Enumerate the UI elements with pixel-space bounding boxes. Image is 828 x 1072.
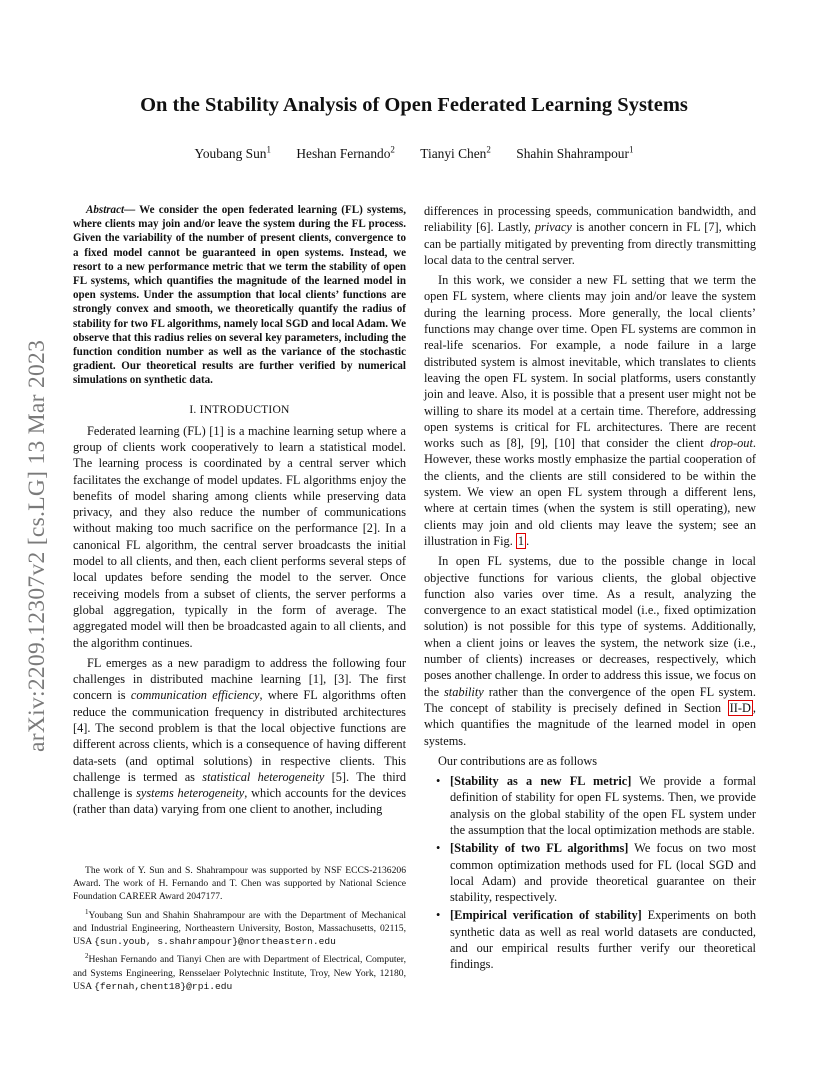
section-heading-introduction: I. INTRODUCTION: [189, 402, 290, 416]
email-rpi[interactable]: {fernah,chent18}@rpi.edu: [94, 981, 233, 992]
bullet-icon: •: [436, 774, 441, 789]
author-3: Tianyi Chen$^2$: [420, 145, 491, 162]
email-northeastern[interactable]: {sun.youb, s.shahrampour}@northeastern.edu: [94, 936, 336, 948]
contributions-list: [424, 773, 756, 973]
figure-reference-link[interactable]: 1: [517, 533, 525, 548]
abstract: [73, 203, 406, 388]
contribution-item: • [Empirical verification of stability] Experiments on both synthetic data as well as real world datasets are conducted, and our empirical results further verify our theoretical findings.: [436, 908, 756, 972]
bullet-icon: •: [436, 908, 441, 923]
right-column: [424, 203, 756, 975]
author-1: Youbang Sun$^1$: [194, 145, 271, 162]
section-reference-link[interactable]: II-D: [729, 700, 751, 715]
arxiv-stamp: arXiv:2209.12307v2 [cs.LG] 13 Mar 2023: [24, 339, 50, 752]
contribution-item: • [Stability as a new FL metric] We provide a formal definition of stability for open FL systems. Then, we provide analysis on the global stability of the open FL system under the assumption that the local optimization methods are stable.: [436, 774, 756, 837]
abstract-label: Abstract: [86, 204, 125, 216]
contribution-item: • [Stability of two FL algorithms] We focus on two most common optimization methods used for FL (local SGD and local Adam) and provide theoretical guarantee on their stability, respectively.: [436, 841, 756, 905]
intro-paragraph-2-continued: differences in processing speeds, communication bandwidth, and reliability [6]. Lastly, privacy is another concern in FL [7], which can be partially mitigated by preventing from directly transmitting local data to the central server.: [424, 204, 756, 267]
footnote-funding: The work of Y. Sun and S. Shahrampour was supported by NSF ECCS-2136206 Award. The work of H. Fernando and T. Chen was supported by National Science Foundation CAREER Award 2047177.: [73, 865, 406, 903]
left-column: [73, 203, 406, 822]
paper-title: On the Stability Analysis of Open Federated Learning Systems: [140, 94, 688, 116]
abstract-text: — We consider the open federated learning (FL) systems, where clients may join and/or leave the system during the FL process. Given the variability of the number of present clients, convergence to a fixed model cannot be guaranteed in open systems. Instead, we resort to a new performance metric that we term the stability of open FL systems, which quantifies the magnitude of the learned model in open systems. Under the assumption that local clients’ functions are strongly convex and smooth, we theoretically quantify the radius of stability for two FL algorithms, namely local SGD and local Adam. We observe that this radius relies on several key parameters, including the function condition number as well as the variance of the stochastic gradient. Our theoretical results are further verified by numerical simulations on synthetic data.: [73, 204, 406, 387]
intro-paragraph-1: Federated learning (FL) [1] is a machine learning setup where a group of clients work cooperatively to learn a statistical model. The learning process is coordinated by a central server which facilitates the exchange of model updates. FL algorithms enjoy the benefits of model sharing among clients while preserving data privacy, and they also reduce the number of communications without making too much sacrifice on the performance [2]. In a canonical FL algorithm, the central server broadcasts the initial model to all clients, and then, each client performs several steps of local updates before sending the model to the server. Once receiving models from a subset of clients, the server performs a global aggregation, typically in the form of average. The aggregated model will then be broadcasted again to all clients, and the algorithm continues.: [73, 423, 406, 650]
intro-paragraph-3: In this work, we consider a new FL setting that we term the open FL system, where clients may join and/or leave the system during the learning process. More generally, the local clients’ functions may change over time. Open FL systems are common in real-life scenarios. For example, a node failure in a large distributed system is almost inevitable, which translates to clients leaving the open FL system. In social platforms, users constantly join and leave. Also, it is possible that a present user might not be willing to share its model at a certain time. Therefore, addressing open systems is critical for FL architectures. There are recent works such as [8], [9], [10] that consider the client drop-out. However, these works mostly emphasize the partial cooperation of the clients, and the clients are still considered to be within the system. We view an open FL system through a different lens, where at certain times (when the system is still operating), new clients may join and old clients may leave the system; see an illustration in Fig. 1 .: [424, 273, 756, 548]
author-4: Shahin Shahrampour$^1$: [516, 145, 634, 162]
author-2: Heshan Fernando$^2$: [296, 145, 395, 162]
footnote-affiliation-1: $^1$Youbang Sun and Shahin Shahrampour are with the Department of Mechanical and Industrial Engineering, Northeastern University, Boston, Massachusetts, 02115, USA {sun.youb, s.shahrampour}@northeastern.edu: [73, 907, 406, 948]
intro-paragraph-2: FL emerges as a new paradigm to address the following four challenges in distributed machine learning [1], [3]. The first concern is communication efficiency, where FL algorithms often reduce the communication frequency in distributed architectures [4]. The second problem is that the local objective functions are different across clients, which is a consequence of having different data-sets (and optimal solutions) in respective clients. This challenge is termed as statistical heterogeneity [5]. The third challenge is systems heterogeneity, which accounts for the devices (rather than data) varying from one client to another, including: [73, 655, 407, 817]
author-list: [0, 145, 828, 162]
footnotes: [73, 864, 406, 995]
intro-paragraph-4: In open FL systems, due to the possible change in local objective functions for various clients, the global objective function also varies over time. As a result, analyzing the convergence to an exact statistical model (i.e., fixed optimization solution) is not possible for this type of systems. Additionally, when a client joins or leaves the system, the network size (i.e., number of clients) increases or decreases, respectively, which poses another challenge. In order to address this issue, we focus on the stability rather than the convergence of the open FL system. The concept of stability is precisely defined in Section II-D , which quantifies the magnitude of the learned model in open systems.: [424, 554, 756, 748]
intro-paragraph-5: Our contributions are as follows: [438, 753, 598, 768]
footnote-affiliation-2: $^2$Heshan Fernando and Tianyi Chen are with Department of Electrical, Computer, and Systems Engineering, Rensselaer Polytechnic Institute, Troy, New York, 12180, USA {fernah,chent18}@rpi.edu: [73, 952, 406, 992]
bullet-icon: •: [436, 841, 441, 856]
